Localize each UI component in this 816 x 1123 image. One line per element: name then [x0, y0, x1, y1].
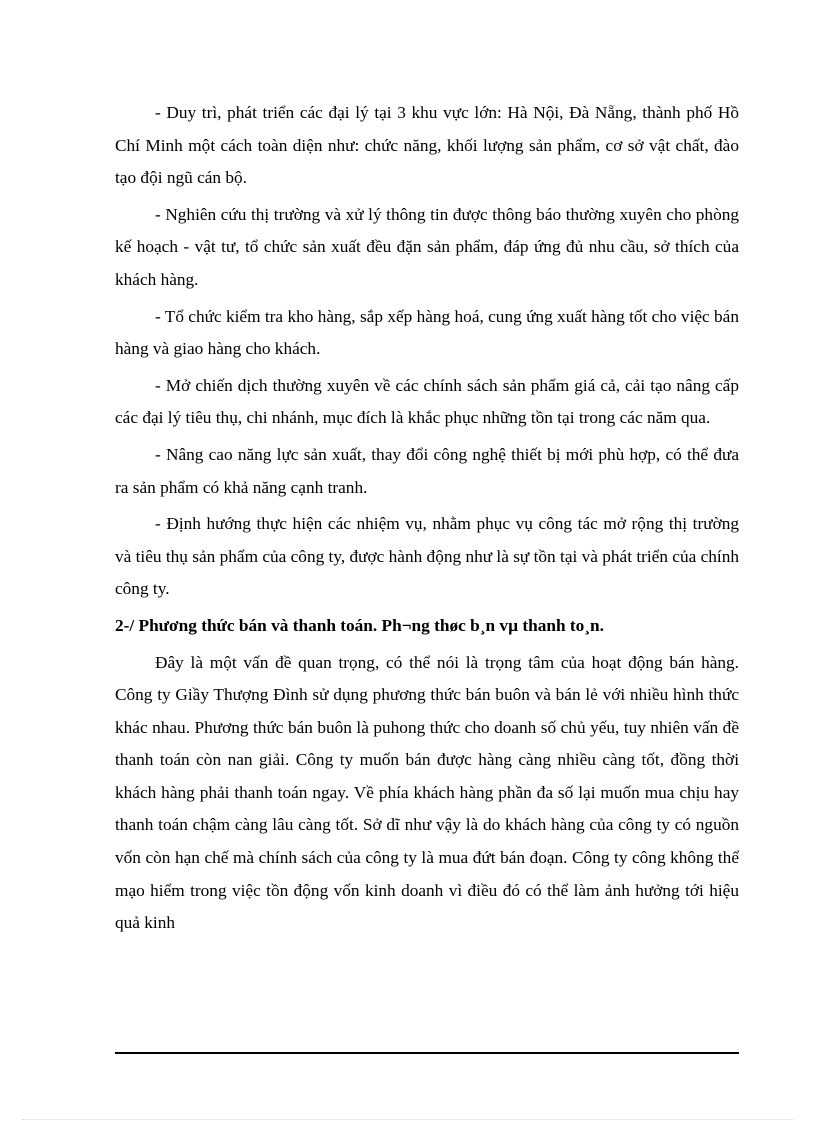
- bullet-paragraph: - Mở chiến dịch thường xuyên về các chính sách sản phẩm giá cả, cải tạo nâng cấp các đại lý tiêu thụ, chi nhánh, mục đích là khắc phục những tồn tại trong các năm qua.: [115, 375, 739, 428]
- bullet-paragraph: - Nâng cao năng lực sản xuất, thay đổi công nghệ thiết bị mới phù hợp, có thể đưa ra sản phẩm có khả năng cạnh tranh.: [115, 444, 739, 497]
- footer-rule: [115, 1052, 739, 1054]
- bullet-paragraph: - Nghiên cứu thị trường và xử lý thông tin được thông báo thường xuyên cho phòng kế hoạch - vật tư, tổ chức sản xuất đều đặn sản phẩm, đáp ứng đủ nhu cầu, sở thích của khách hàng.: [115, 204, 739, 289]
- body-paragraph: Đây là một vấn đề quan trọng, có thể nói là trọng tâm của hoạt động bán hàng. Công ty Giầy Thượng Đình sử dụng phương thức bán buôn và bán lẻ với nhiều hình thức khác nhau. Phương thức bán buôn là puhong thức cho doanh số chủ yếu, tuy nhiên vấn đề thanh toán còn nan giải. Công ty muốn bán được hàng càng nhiều càng tốt, đồng thời khách hàng phải thanh toán ngay. Về phía khách hàng phần đa số lại muốn mua chịu hay thanh toán chậm càng lâu càng tốt. Sở dĩ như vậy là do khách hàng của công ty có nguồn vốn còn hạn chế mà chính sách của công ty là mua đứt bán đoạn. Công ty công không thể mạo hiểm trong việc tồn động vốn kinh doanh vì điều đó có thể làm ảnh hưởng tới hiệu quả kinh: [115, 652, 739, 933]
- bullet-paragraph: - Duy trì, phát triển các đại lý tại 3 khu vực lớn: Hà Nội, Đà Nẵng, thành phố Hồ Chí Minh một cách toàn diện như: chức năng, khối lượng sản phẩm, cơ sở vật chất, đào tạo đội ngũ cán bộ.: [115, 103, 739, 188]
- page-edge-divider: [22, 1119, 794, 1120]
- document-body: [115, 97, 739, 944]
- section-heading: 2-/ Phương thức bán và thanh toán. Ph¬ng thøc b¸n vµ thanh to¸n.: [115, 615, 604, 635]
- bullet-paragraph: - Tổ chức kiểm tra kho hàng, sắp xếp hàng hoá, cung ứng xuất hàng tốt cho việc bán hàng và giao hàng cho khách.: [115, 306, 739, 359]
- bullet-paragraph: - Định hướng thực hiện các nhiệm vụ, nhằm phục vụ công tác mở rộng thị trường và tiêu thụ sản phẩm của công ty, được hành động như là sự tồn tại và phát triển của chính công ty.: [115, 514, 739, 599]
